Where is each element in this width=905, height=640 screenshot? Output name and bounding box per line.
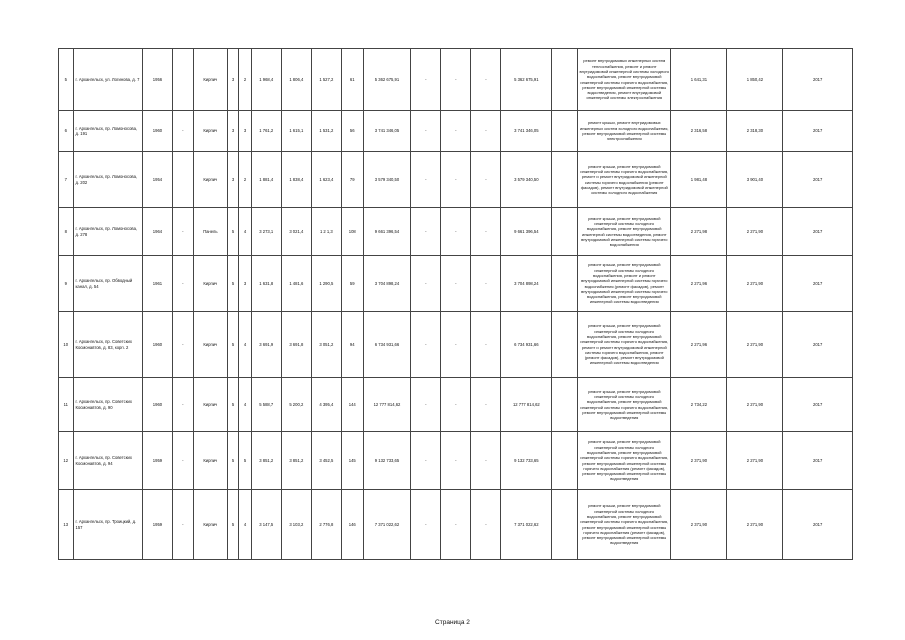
fund-cell: - [411,152,441,208]
year-reno-cell: - [172,312,193,378]
residential-area-cell: 3 051,2 [311,312,341,378]
table-row [59,111,853,152]
completion-year-cell: 2017 [783,432,853,490]
blank-cell [552,152,578,208]
owners-funds-cell: 9 661 396,54 [501,208,552,256]
unit-cost-cell: 2 316,58 [671,111,727,152]
wall-material-cell: Кирпич [193,152,227,208]
address-cell: г. Архангельск, пр. Обводный канал, д. 54 [73,256,142,312]
completion-year-cell: 2017 [783,312,853,378]
works-cell: ремонт крыши, ремонт внутридомовой инженерной системы холодного водоснабжения, ремонт внутридомовой инженерной системы горячего водоснабжения, ремонт внутридомовой инженерной системы горячего водоснабжения (ремонт фасадов), ремонт внутридомовой инженерной системы водоотведения [578,490,671,560]
living-area-cell: 1 838,4 [281,152,311,208]
works-cell: ремонт крыши, ремонт внутридомовой инженерной системы холодного водоснабжения, ремонт и ремонт внутридомовой инженерной системы горячего водоснабжения (ремонт фасадов), ремонт внутридомовой инженерной системы горячего водоснабжения, ремонт внутридомовой инженерной системы водоотведения [578,256,671,312]
limit-cost-cell: 2 271,90 [727,490,783,560]
owners-funds-cell: 3 704 898,24 [501,256,552,312]
address-cell: г. Архангельск, пр. Советских Космонавтов, д. 94 [73,432,142,490]
total-cost-cell: 9 661 396,54 [363,208,411,256]
completion-year-cell: 2017 [783,49,853,111]
total-cost-cell: 3 704 898,24 [363,256,411,312]
completion-year-cell: 2017 [783,378,853,432]
residential-area-cell: 3 452,5 [311,432,341,490]
completion-year-cell: 2017 [783,490,853,560]
residential-area-cell: 1 290,5 [311,256,341,312]
living-area-cell: 1 481,6 [281,256,311,312]
row-number: 9 [59,256,74,312]
blank-cell [552,432,578,490]
year-reno-cell: - [172,256,193,312]
wall-material-cell: Кирпич [193,378,227,432]
local-budget-cell: - [471,378,501,432]
local-budget-cell: - [471,312,501,378]
residents-cell: 94 [341,312,363,378]
limit-cost-cell: 2 271,90 [727,432,783,490]
local-budget-cell: - [471,208,501,256]
owners-funds-cell: 12 777 814,62 [501,378,552,432]
unit-cost-cell: 2 371,90 [671,490,727,560]
blank-cell [552,312,578,378]
table-row [59,208,853,256]
wall-material-cell: Кирпич [193,49,227,111]
row-number: 11 [59,378,74,432]
floors-cell: 3 [227,49,238,111]
floors-cell: 5 [227,208,238,256]
works-cell: ремонт крыши, ремонт внутридомовой инженерной системы холодного водоснабжения, ремонт внутридомовой инженерной системы горячего водоснабжения, ремонт внутридомовой инженерной системы горячего водоснабжения (ремонт фасадов), ремонт внутридомовой инженерной системы водоотведения [578,432,671,490]
address-cell: г. Архангельск, ул. Логинова, д. 7 [73,49,142,111]
local-budget-cell: - [471,152,501,208]
residential-area-cell: 1 2 1,3 [311,208,341,256]
year-built-cell: 1961 [142,256,172,312]
local-budget-cell: - [471,490,501,560]
total-area-cell: 1 631,8 [251,256,281,312]
address-cell: г. Архангельск, пр. Ломоносова, д. 202 [73,152,142,208]
address-cell: г. Архангельск, пр. Ломоносова, д. 278 [73,208,142,256]
limit-cost-cell: 1 850,42 [727,49,783,111]
residents-cell: 61 [341,49,363,111]
blank-cell [552,490,578,560]
total-area-cell: 1 968,4 [251,49,281,111]
year-reno-cell: - [172,208,193,256]
fund-cell: - [411,312,441,378]
unit-cost-cell: 2 734,22 [671,378,727,432]
unit-cost-cell: 2 371,90 [671,432,727,490]
entrances-cell: 4 [239,312,251,378]
table-row [59,256,853,312]
wall-material-cell: Кирпич [193,432,227,490]
fund-cell: - [411,208,441,256]
fund-cell: - [411,490,441,560]
wall-material-cell: Кирпич [193,256,227,312]
living-area-cell: 1 806,4 [281,49,311,111]
wall-material-cell: Кирпич [193,111,227,152]
floors-cell: 5 [227,378,238,432]
unit-cost-cell: 2 271,96 [671,312,727,378]
year-built-cell: 1956 [142,49,172,111]
total-area-cell: 3 147,5 [251,490,281,560]
residents-cell: 145 [341,432,363,490]
living-area-cell: 3 103,2 [281,490,311,560]
address-cell: г. Архангельск, пр. Троицкий, д. 157 [73,490,142,560]
completion-year-cell: 2017 [783,208,853,256]
completion-year-cell: 2017 [783,152,853,208]
row-number: 12 [59,432,74,490]
residential-area-cell: 1 623,4 [311,152,341,208]
works-cell: ремонт крыши, ремонт внутридомовой инженерной системы холодного водоснабжения, ремонт внутридомовой инженерной системы горячего водоснабжения, ремонт внутридомовой инженерной системы водоотведения [578,378,671,432]
year-built-cell: 1964 [142,208,172,256]
table-body [59,49,853,560]
total-cost-cell: 3 741 346,05 [363,111,411,152]
blank-cell [552,208,578,256]
blank-cell [552,49,578,111]
floors-cell: 3 [227,111,238,152]
address-cell: г. Архангельск, пр. Ломоносова, д. 191 [73,111,142,152]
living-area-cell: 3 691,8 [281,312,311,378]
residential-area-cell: 1 527,2 [311,49,341,111]
row-number: 10 [59,312,74,378]
year-reno-cell: - [172,432,193,490]
floors-cell: 5 [227,312,238,378]
region-budget-cell: - [441,49,471,111]
residents-cell: 146 [341,490,363,560]
floors-cell: 5 [227,490,238,560]
total-cost-cell: 6 734 931,66 [363,312,411,378]
region-budget-cell: - [441,111,471,152]
floors-cell: 5 [227,256,238,312]
entrances-cell: 2 [239,49,251,111]
year-reno-cell: - [172,490,193,560]
table-row [59,152,853,208]
table-row [59,432,853,490]
blank-cell [552,111,578,152]
entrances-cell: 3 [239,256,251,312]
entrances-cell: 4 [239,208,251,256]
residential-area-cell: 2 776,8 [311,490,341,560]
year-built-cell: 1959 [142,432,172,490]
table-row [59,49,853,111]
year-reno-cell: - [172,111,193,152]
fund-cell: - [411,256,441,312]
total-area-cell: 3 691,9 [251,312,281,378]
entrances-cell: 4 [239,378,251,432]
living-area-cell: 3 851,2 [281,432,311,490]
limit-cost-cell: 2 271,90 [727,256,783,312]
residents-cell: 108 [341,208,363,256]
blank-cell [552,256,578,312]
works-cell: ремонт внутридомовых инженерных систем теплоснабжения, ремонт и ремонт внутридомовой инженерной системы холодного водоснабжения, ремонт внутридомовой инженерной системы горячего водоснабжения, ремонт внутридомовой инженерной системы водоотведения, ремонт внутридомовой инженерной системы электроснабжения [578,49,671,111]
region-budget-cell: - [441,490,471,560]
completion-year-cell: 2017 [783,111,853,152]
row-number: 7 [59,152,74,208]
living-area-cell: 5 200,2 [281,378,311,432]
fund-cell: - [411,111,441,152]
living-area-cell: 3 021,4 [281,208,311,256]
owners-funds-cell: 7 371 022,62 [501,490,552,560]
year-built-cell: 1960 [142,378,172,432]
total-cost-cell: 3 579 340,50 [363,152,411,208]
year-reno-cell [172,49,193,111]
row-number: 8 [59,208,74,256]
works-cell: ремонт крыши, ремонт внутридомовой инженерной системы холодного водоснабжения, ремонт внутридомовой инженерной системы водоотведения, ремонт внутридомовой инженерной системы горячего водоснабжения [578,208,671,256]
region-budget-cell: - [441,432,471,490]
address-cell: г. Архангельск, пр. Советских Космонавтов, д. 83, корп. 2 [73,312,142,378]
region-budget-cell: - [441,256,471,312]
local-budget-cell: - [471,111,501,152]
floors-cell: 3 [227,152,238,208]
table-row [59,490,853,560]
unit-cost-cell: 1 641,31 [671,49,727,111]
region-budget-cell: - [441,312,471,378]
residential-area-cell: 4 395,4 [311,378,341,432]
table-row [59,378,853,432]
floors-cell: 5 [227,432,238,490]
living-area-cell: 1 615,1 [281,111,311,152]
page-number: Страница 2 [435,619,470,626]
limit-cost-cell: 2 271,90 [727,312,783,378]
limit-cost-cell: 2 271,90 [727,208,783,256]
completion-year-cell: 2017 [783,256,853,312]
region-budget-cell: - [441,152,471,208]
total-cost-cell: 12 777 814,62 [363,378,411,432]
wall-material-cell: Панель [193,208,227,256]
entrances-cell: 3 [239,111,251,152]
region-budget-cell: - [441,208,471,256]
owners-funds-cell: 3 741 346,05 [501,111,552,152]
unit-cost-cell: 2 271,96 [671,256,727,312]
region-budget-cell: - [441,378,471,432]
limit-cost-cell: 3 901,40 [727,152,783,208]
address-cell: г. Архангельск, пр. Советских Космонавтов, д. 90 [73,378,142,432]
fund-cell: - [411,49,441,111]
wall-material-cell: Кирпич [193,312,227,378]
repair-program-table [58,48,853,560]
residents-cell: 79 [341,152,363,208]
total-cost-cell: 9 132 733,65 [363,432,411,490]
table-row [59,312,853,378]
blank-cell [552,378,578,432]
limit-cost-cell: 2 271,90 [727,378,783,432]
entrances-cell: 4 [239,490,251,560]
row-number: 6 [59,111,74,152]
total-cost-cell: 5 362 675,91 [363,49,411,111]
fund-cell: - [411,432,441,490]
year-built-cell: 1960 [142,312,172,378]
row-number: 5 [59,49,74,111]
residents-cell: 56 [341,111,363,152]
year-built-cell: 1959 [142,490,172,560]
year-built-cell: 1954 [142,152,172,208]
total-cost-cell: 7 371 022,62 [363,490,411,560]
year-reno-cell: - [172,378,193,432]
entrances-cell: 5 [239,432,251,490]
fund-cell: - [411,378,441,432]
total-area-cell: 1 881,4 [251,152,281,208]
owners-funds-cell: 3 579 340,50 [501,152,552,208]
owners-funds-cell: 6 734 931,66 [501,312,552,378]
unit-cost-cell: 2 271,98 [671,208,727,256]
total-area-cell: 3 273,1 [251,208,281,256]
total-area-cell: 5 588,7 [251,378,281,432]
entrances-cell: 2 [239,152,251,208]
year-reno-cell [172,152,193,208]
wall-material-cell: Кирпич [193,490,227,560]
unit-cost-cell: 1 981,48 [671,152,727,208]
owners-funds-cell: 9 132 733,65 [501,432,552,490]
total-area-cell: 3 851,2 [251,432,281,490]
local-budget-cell: - [471,256,501,312]
works-cell: ремонт крыши, ремонт внутридомовой инженерной системы холодного водоснабжения, ремонт внутридомовой инженерной системы горячего водоснабжения, ремонт и ремонт внутридомовой инженерной системы горячего водоснабжения, ремонт (ремонт фасадов), ремонт внутридомовой инженерной системы водоотведения [578,312,671,378]
works-cell: ремонт крыши, ремонт внутридомовых инженерных систем холодного водоснабжения, ремонт внутридомовой инженерной системы электроснабжения [578,111,671,152]
total-area-cell: 1 761,2 [251,111,281,152]
owners-funds-cell: 5 362 675,91 [501,49,552,111]
residents-cell: 59 [341,256,363,312]
local-budget-cell: - [471,432,501,490]
works-cell: ремонт крыши, ремонт внутридомовой инженерной системы горячего водоснабжения, ремонт и ремонт внутридомовой инженерной системы горячего водоснабжения (ремонт фасадов), ремонт внутридомовой инженерной системы холодного водоснабжения [578,152,671,208]
residential-area-cell: 1 531,2 [311,111,341,152]
residents-cell: 144 [341,378,363,432]
local-budget-cell: - [471,49,501,111]
limit-cost-cell: 2 318,30 [727,111,783,152]
year-built-cell: 1960 [142,111,172,152]
row-number: 13 [59,490,74,560]
